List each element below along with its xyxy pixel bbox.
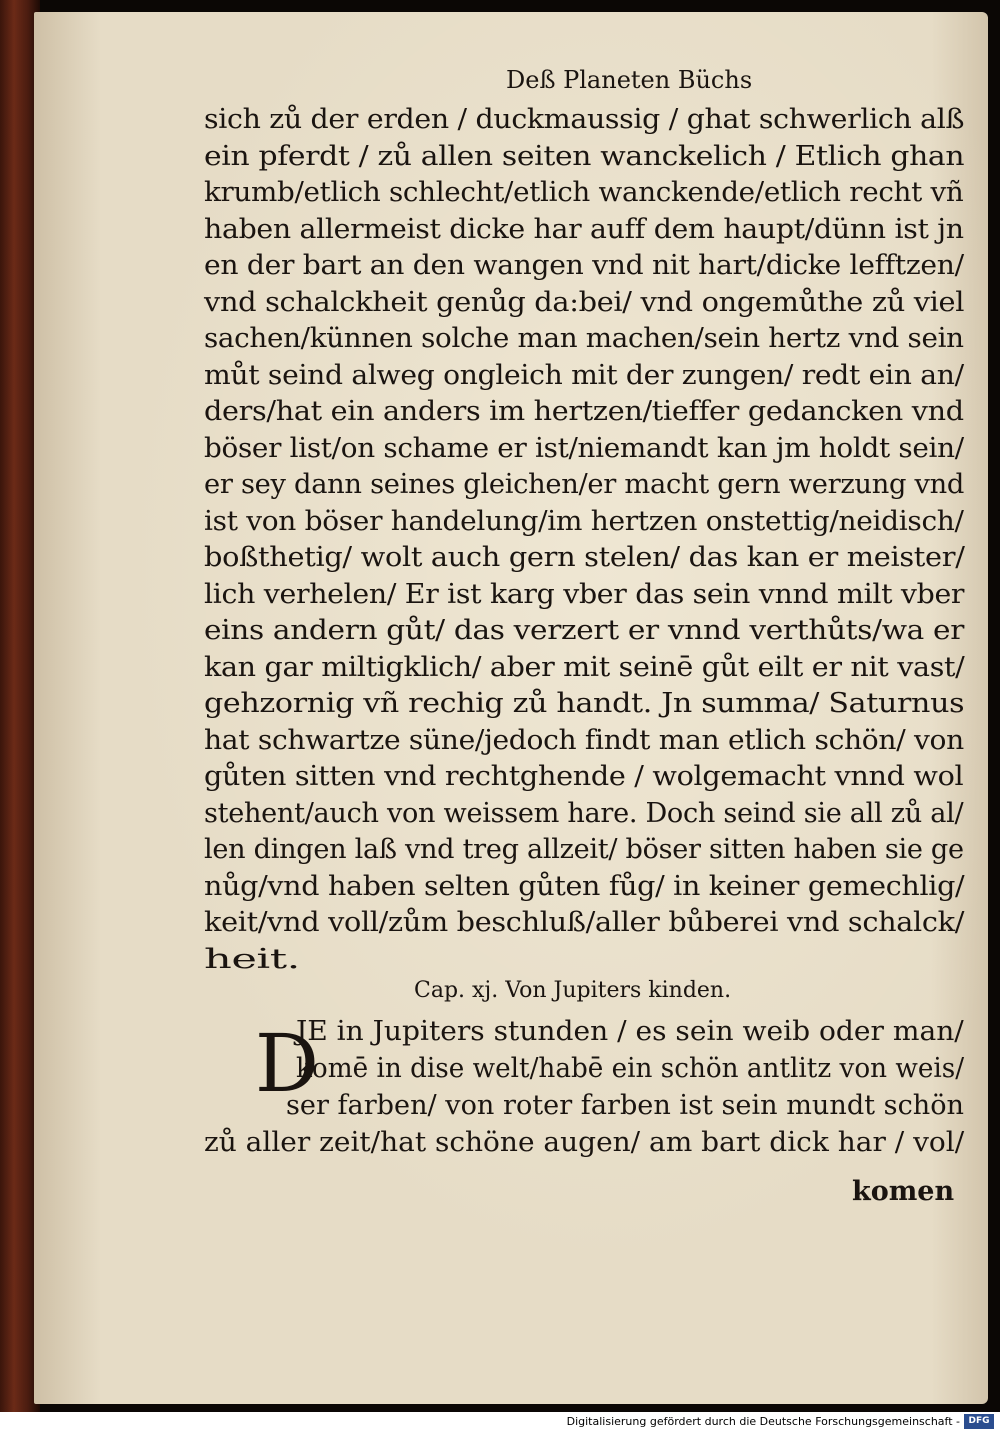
text-line: heit. bbox=[204, 943, 300, 975]
text-line: stehent/auch von weissem hare. Doch seind sie all zů al/ bbox=[204, 797, 964, 829]
text-line: len dingen laß vnd treg allzeit/ böser sitten haben sie ge bbox=[204, 834, 964, 865]
text-line: hat schwartze süne/jedoch findt man etlich schön/ von bbox=[204, 724, 964, 756]
text-line: sachen/künnen solche man machen/sein hertz vnd sein bbox=[204, 323, 964, 354]
text-line: gehzornig vñ rechig zů handt. Jn summa/ Saturnus bbox=[204, 688, 965, 719]
text-line: ser farben/ von roter farben ist sein mundt schön bbox=[286, 1090, 965, 1121]
text-line: haben allermeist dicke har auff dem haupt/dünn ist jn bbox=[204, 213, 964, 245]
text-line: gůten sitten vnd rechtghende / wolgemacht vnnd wol bbox=[204, 761, 964, 792]
catchword: komen bbox=[852, 1176, 955, 1207]
text-line: böser list/on schame er ist/niemandt kan jm holdt sein/ bbox=[204, 432, 964, 464]
text-line: ders/hat ein anders im hertzen/tieffer gedancken vnd bbox=[204, 396, 964, 427]
text-line: krumb/etlich schlecht/etlich wanckende/etlich recht vñ bbox=[204, 177, 964, 208]
text-line: eins andern gůt/ das verzert er vnnd verthůts/wa er bbox=[204, 615, 965, 646]
footer-credit: Digitalisierung gefördert durch die Deutsche Forschungsgemeinschaft - bbox=[566, 1415, 960, 1428]
text-line: můt seind alweg ongleich mit der zungen/ redt ein an/ bbox=[204, 359, 964, 391]
text-line: JE in Jupiters stunden / es sein weib oder man/ bbox=[296, 1016, 964, 1047]
text-line: boßthetig/ wolt auch gern stelen/ das kan er meister/ bbox=[204, 542, 965, 573]
dfg-logo: DFG bbox=[964, 1414, 994, 1429]
text-line: sich zů der erden / duckmaussig / ghat schwerlich alß bbox=[204, 104, 965, 135]
drop-initial: D bbox=[254, 1017, 320, 1110]
text-line: zů aller zeit/hat schöne augen/ am bart dick har / vol/ bbox=[204, 1127, 965, 1158]
text-line: en der bart an den wangen vnd nit hart/dicke lefftzen/ bbox=[204, 250, 964, 281]
text-line: kan gar miltigklich/ aber mit seinē gůt eilt er nit vast/ bbox=[204, 651, 965, 683]
footer-bar bbox=[0, 1412, 1000, 1432]
text-line: vnd schalckheit genůg da:bei/ vnd ongemůthe zů viel bbox=[204, 286, 965, 318]
chapter-heading: Cap. xj. Von Jupiters kinden. bbox=[414, 978, 732, 1003]
text-line: nůg/vnd haben selten gůten fůg/ in keiner gemechlig/ bbox=[204, 870, 965, 902]
running-head: Deß Planeten Büchs bbox=[506, 66, 753, 94]
text-line: lich verhelen/ Er ist karg vber das sein vnnd milt vber bbox=[204, 578, 965, 610]
text-line: komē in dise welt/habē ein schön antlitz von weis/ bbox=[296, 1053, 965, 1084]
text-line: ein pferdt / zů allen seiten wanckelich / Etlich ghan bbox=[204, 140, 965, 172]
text-line: keit/vnd voll/zům beschluß/aller bůberei vnd schalck/ bbox=[204, 907, 965, 938]
book-page bbox=[34, 12, 988, 1404]
text-line: ist von böser handelung/im hertzen onstettig/neidisch/ bbox=[204, 505, 964, 537]
text-line: er sey dann seines gleichen/er macht gern werzung vnd bbox=[204, 469, 965, 500]
